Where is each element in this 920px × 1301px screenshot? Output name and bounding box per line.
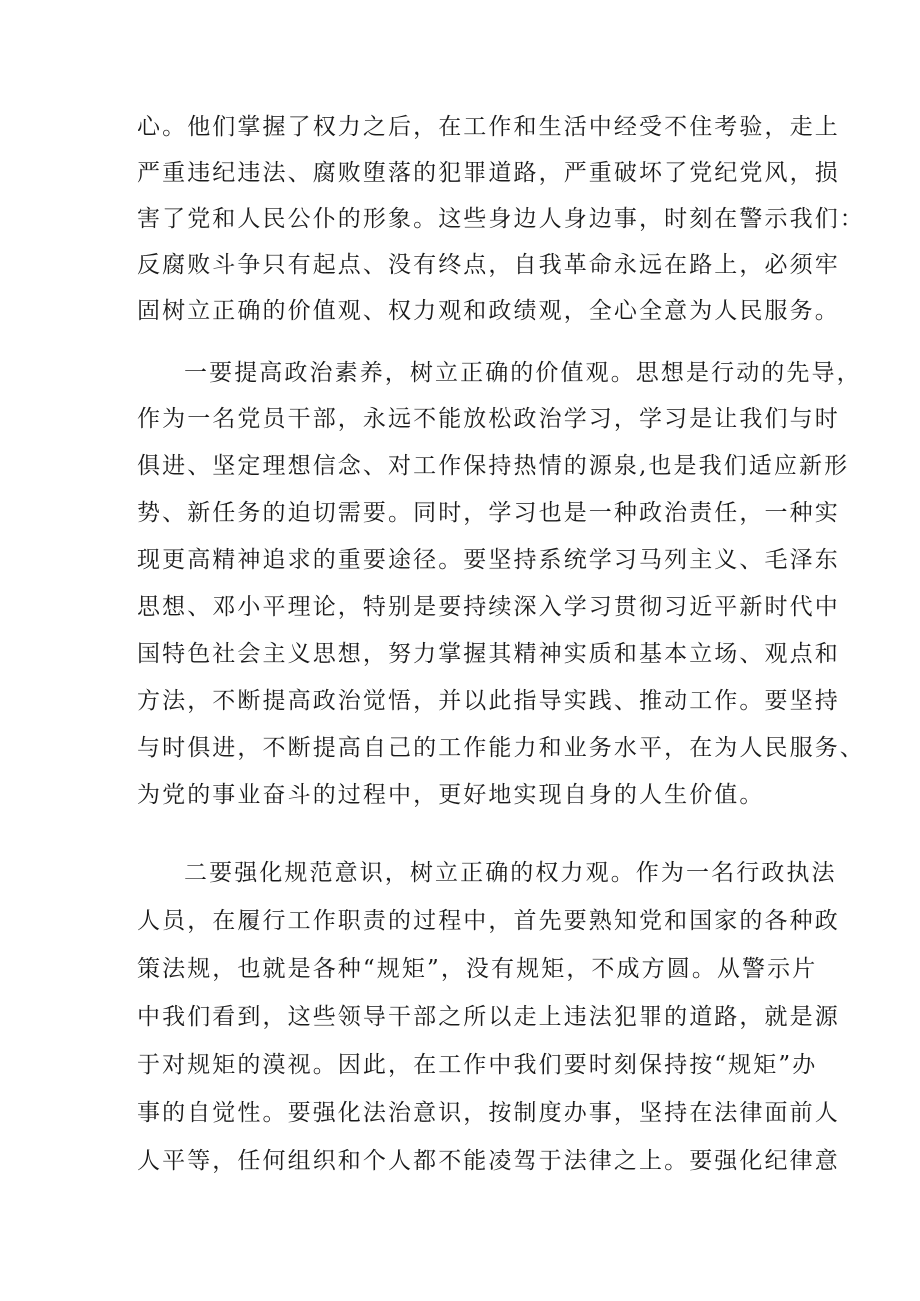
paragraph-2-line-4: 势、新任务的迫切需要。同时，学习也是一种政治责任，一种实 — [137, 500, 840, 526]
paragraph-3-line-3: 策法规，也就是各种“规矩”，没有规矩，不成方圆。从警示片 — [137, 956, 818, 982]
paragraph-1-line-5: 固树立正确的价值观、权力观和政绩观，全心全意为人民服务。 — [137, 298, 840, 324]
paragraph-3-line-7: 人平等，任何组织和个人都不能凌驾于法律之上。要强化纪律意 — [137, 1148, 840, 1174]
paragraph-1-line-4: 反腐败斗争只有起点、没有终点，自我革命永远在路上，必须牢 — [137, 252, 840, 278]
paragraph-3-line-6: 事的自觉性。要强化法治意识，按制度办事，坚持在法律面前人 — [137, 1100, 840, 1126]
paragraph-2-line-9: 与时俱进，不断提高自己的工作能力和业务水平，在为人民服务、 — [137, 735, 865, 761]
paragraph-2-line-10: 为党的事业奋斗的过程中，更好地实现自身的人生价值。 — [137, 782, 765, 808]
paragraph-3-line-2: 人员，在履行工作职责的过程中，首先要熟知党和国家的各种政 — [137, 908, 840, 934]
paragraph-3-line-1: 二要强化规范意识，树立正确的权力观。作为一名行政执法 — [184, 860, 837, 886]
paragraph-1-line-1: 心。他们掌握了权力之后，在工作和生活中经受不住考验，走上 — [137, 114, 840, 140]
paragraph-2-line-3: 俱进、坚定理想信念、对工作保持热情的源泉,也是我们适应新形 — [137, 453, 850, 479]
paragraph-1-line-3: 害了党和人民公仆的形象。这些身边人身边事，时刻在警示我们： — [137, 206, 865, 232]
paragraph-2-line-5: 现更高精神追求的重要途径。要坚持系统学习马列主义、毛泽东 — [137, 547, 840, 573]
paragraph-2-line-2: 作为一名党员干部，永远不能放松政治学习，学习是让我们与时 — [137, 406, 840, 432]
paragraph-2-line-6: 思想、邓小平理论，特别是要持续深入学习贯彻习近平新时代中 — [137, 594, 840, 620]
paragraph-2-line-1: 一要提高政治素养，树立正确的价值观。思想是行动的先导， — [184, 360, 862, 386]
paragraph-3-line-5: 于对规矩的漠视。因此，在工作中我们要时刻保持按“规矩”办 — [137, 1052, 818, 1078]
paragraph-2-line-8: 方法，不断提高政治觉悟，并以此指导实践、推动工作。要坚持 — [137, 688, 840, 714]
paragraph-3-line-4: 中我们看到，这些领导干部之所以走上违法犯罪的道路，就是源 — [137, 1004, 840, 1030]
paragraph-1-line-2: 严重违纪违法、腐败堕落的犯罪道路，严重破坏了党纪党风，损 — [137, 160, 840, 186]
paragraph-2-line-7: 国特色社会主义思想，努力掌握其精神实质和基本立场、观点和 — [137, 641, 840, 667]
